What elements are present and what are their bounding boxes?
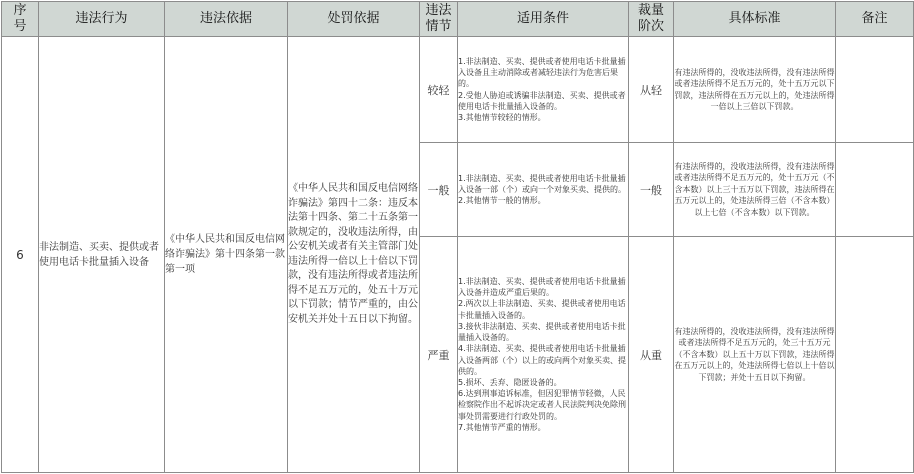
tier-level: 从轻: [629, 37, 674, 143]
penalty-discretion-table: [1, 1, 914, 473]
header-conditions: 适用条件: [458, 2, 629, 37]
tier-level: 从重: [629, 237, 674, 473]
tier-conditions: 1.非法制造、买卖、提供或者使用电话卡批量插入设备且主动消除或者减轻违法行为危害后果的。 2.受他人胁迫或诱骗非法制造、买卖、提供或者使用电话卡批量插入设备的。 3.其他情节较轻的情形。: [458, 37, 629, 143]
tier-standard: 有违法所得的，没收违法所得，没有违法所得或者违法所得不足五万元的，处十五万元以下罚款，违法所得在五万元以上的，处违法所得一倍以上三倍以下罚款。: [674, 37, 836, 143]
row-punish-basis: 《中华人民共和国反电信网络诈骗法》第四十二条：违反本法第十四条、第二十五条第一款规定的，没收违法所得，由公安机关或者有关主管部门处违法所得一倍以上十倍以下罚款，没有违法所得或者违法所得不足五万元的，处五十万元以下罚款；情节严重的，由公安机关并处十五日以下拘留。: [288, 37, 420, 473]
tier-level: 一般: [629, 143, 674, 237]
header-basis: 违法依据: [165, 2, 288, 37]
tier-remarks: [836, 143, 914, 237]
header-level: 裁量阶次: [629, 2, 674, 37]
header-act: 违法行为: [39, 2, 165, 37]
tier-circumstance: 一般: [420, 143, 458, 237]
tier-circumstance: 较轻: [420, 37, 458, 143]
row-act: 非法制造、买卖、提供或者使用电话卡批量插入设备: [39, 37, 165, 473]
tier-circumstance: 严重: [420, 237, 458, 473]
tier-remarks: [836, 237, 914, 473]
tier-remarks: [836, 37, 914, 143]
tier-standard: 有违法所得的，没收违法所得，没有违法所得或者违法所得不足五万元的，处十五万元（不含本数）以上三十五万以下罚款，违法所得在五万元以上的，处违法所得三倍（不含本数）以上七倍（不含本数）以下罚款。: [674, 143, 836, 237]
tier-conditions: 1.非法制造、买卖、提供或者使用电话卡批量插入设备并造成严重后果的。 2.两次以上非法制造、买卖、提供或者使用电话卡批量插入设备的。 3.接伙非法制造、买卖、提供或者使用电话卡批量插入设备的。 4.非法制造、买卖、提供或者使用电话卡批量插入设备两部（个）以上的或向两个对象买卖、提供的。 5.损坏、丢弃、隐匿设备的。 6.达到刑事追诉标准，但因犯罪情节轻微，人民检察院作出不起诉决定或者人民法院判决免除刑事处罚需要进行行政处罚的。 7.其他情节严重的情形。: [458, 237, 629, 473]
header-seq: 序号: [2, 2, 39, 37]
header-circumstance: 违法情节: [420, 2, 458, 37]
tier-conditions: 1.非法制造、买卖、提供或者使用电话卡批量插入设备一部（个）或向一个对象买卖、提供的。 2.其他情节一般的情形。: [458, 143, 629, 237]
table-row: [2, 37, 914, 143]
header-standard: 具体标准: [674, 2, 836, 37]
header-row: [2, 2, 914, 37]
header-punish-basis: 处罚依据: [288, 2, 420, 37]
row-seq: 6: [2, 37, 39, 473]
header-remarks: 备注: [836, 2, 914, 37]
row-basis: 《中华人民共和国反电信网络诈骗法》第十四条第一款第一项: [165, 37, 288, 473]
tier-standard: 有违法所得的，没收违法所得，没有违法所得或者违法所得不足五万元的，处三十五万元（不含本数）以上五十万以下罚款，违法所得在五万元以上的，处违法所得七倍以上十倍以下罚款；并处十五日以下拘留。: [674, 237, 836, 473]
